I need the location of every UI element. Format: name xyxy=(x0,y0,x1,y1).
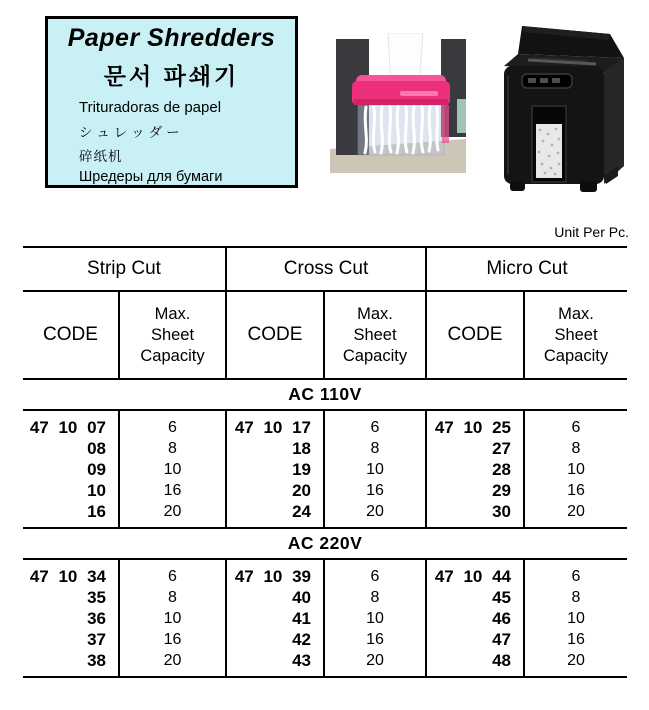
micro-capacity-column xyxy=(523,560,627,676)
black-micro-cut-shredder-photo xyxy=(488,14,635,204)
code-value: 16 xyxy=(87,502,106,521)
code-value: 43 xyxy=(292,651,311,670)
capacity-value: 16 xyxy=(567,631,585,648)
code-value: 46 xyxy=(492,609,511,628)
code-value: 42 xyxy=(292,630,311,649)
price-table xyxy=(23,246,627,678)
capacity-value: 6 xyxy=(370,568,380,585)
capacity-value: 6 xyxy=(571,419,581,436)
code-value: 47 10 07 xyxy=(29,418,106,437)
code-value: 09 xyxy=(87,460,106,479)
unit-note: Unit Per Pc. xyxy=(554,224,629,240)
code-value: 28 xyxy=(492,460,511,479)
header-strip-cut: Strip Cut xyxy=(87,258,161,279)
pink-strip-cut-shredder-photo xyxy=(330,33,466,173)
title-chinese: 碎纸机 xyxy=(79,149,123,164)
code-value: 38 xyxy=(87,651,106,670)
capacity-value: 6 xyxy=(168,419,177,436)
micro-code-header: CODE xyxy=(425,292,523,378)
header-micro-cut: Micro Cut xyxy=(425,248,627,290)
micro-capacity-column xyxy=(523,411,627,527)
capacity-value: 8 xyxy=(168,440,177,457)
section-label-ac220v: AC 220V xyxy=(23,529,627,560)
title-spanish: Trituradoras de papel xyxy=(79,99,222,116)
cross-code-column xyxy=(225,560,323,676)
cut-type-header-row xyxy=(23,246,627,292)
page-title: Paper Shredders xyxy=(67,24,276,52)
code-value: 29 xyxy=(492,481,511,500)
capacity-value: 20 xyxy=(567,652,585,669)
data-section-ac110v xyxy=(23,411,627,529)
capacity-value: 20 xyxy=(163,503,182,520)
strip-code-column xyxy=(23,560,118,676)
code-value: 10 xyxy=(87,481,106,500)
micro-capacity-header: Max. Sheet Capacity xyxy=(523,292,627,378)
code-value: 45 xyxy=(492,588,511,607)
capacity-value: 6 xyxy=(370,419,380,436)
code-value: 19 xyxy=(292,460,311,479)
code-value: 47 xyxy=(492,630,511,649)
code-value: 47 10 34 xyxy=(29,567,106,586)
section-label-ac110v: AC 110V xyxy=(23,380,627,411)
cross-capacity-header: Max. Sheet Capacity xyxy=(323,292,425,378)
strip-capacity-column xyxy=(118,560,225,676)
code-value: 40 xyxy=(292,588,311,607)
capacity-value: 10 xyxy=(163,610,182,627)
micro-code-column xyxy=(425,411,523,527)
capacity-value: 16 xyxy=(567,482,585,499)
capacity-value: 8 xyxy=(370,440,380,457)
capacity-value: 8 xyxy=(168,589,177,606)
cross-code-column xyxy=(225,411,323,527)
code-value: 48 xyxy=(492,651,511,670)
strip-code-header: CODE xyxy=(43,324,98,345)
code-value: 08 xyxy=(87,439,106,458)
code-value: 24 xyxy=(292,502,311,521)
strip-capacity-column xyxy=(118,411,225,527)
capacity-value: 20 xyxy=(163,652,182,669)
cross-capacity-column xyxy=(323,411,425,527)
capacity-value: 16 xyxy=(163,482,182,499)
title-box xyxy=(45,16,298,188)
capacity-value: 10 xyxy=(567,461,585,478)
code-value: 27 xyxy=(492,439,511,458)
capacity-value: 10 xyxy=(366,461,384,478)
capacity-value: 8 xyxy=(571,589,581,606)
capacity-value: 8 xyxy=(571,440,581,457)
title-japanese: シュレッダー xyxy=(79,125,184,140)
capacity-value: 16 xyxy=(366,482,384,499)
capacity-value: 16 xyxy=(366,631,384,648)
capacity-value: 6 xyxy=(168,568,177,585)
column-header-row xyxy=(23,292,627,380)
code-value: 35 xyxy=(87,588,106,607)
capacity-value: 10 xyxy=(567,610,585,627)
code-value: 47 10 17 xyxy=(234,418,311,437)
code-value: 47 10 39 xyxy=(234,567,311,586)
cross-capacity-column xyxy=(323,560,425,676)
data-section-ac220v xyxy=(23,560,627,678)
capacity-value: 8 xyxy=(370,589,380,606)
code-value: 41 xyxy=(292,609,311,628)
code-value: 47 10 44 xyxy=(434,567,511,586)
capacity-value: 20 xyxy=(366,503,384,520)
cross-code-header: CODE xyxy=(225,292,323,378)
strip-capacity-header: Max. Sheet Capacity xyxy=(118,292,225,378)
capacity-value: 20 xyxy=(567,503,585,520)
capacity-value: 16 xyxy=(163,631,182,648)
code-value: 18 xyxy=(292,439,311,458)
strip-code-column xyxy=(23,411,118,527)
micro-code-column xyxy=(425,560,523,676)
capacity-value: 20 xyxy=(366,652,384,669)
code-value: 36 xyxy=(87,609,106,628)
code-value: 20 xyxy=(292,481,311,500)
code-value: 47 10 25 xyxy=(434,418,511,437)
capacity-value: 6 xyxy=(571,568,581,585)
title-korean: 문서 파쇄기 xyxy=(103,63,240,89)
code-value: 30 xyxy=(492,502,511,521)
capacity-value: 10 xyxy=(366,610,384,627)
capacity-value: 10 xyxy=(163,461,182,478)
title-russian: Шредеры для бумаги xyxy=(79,169,223,185)
header-cross-cut: Cross Cut xyxy=(225,248,425,290)
code-value: 37 xyxy=(87,630,106,649)
